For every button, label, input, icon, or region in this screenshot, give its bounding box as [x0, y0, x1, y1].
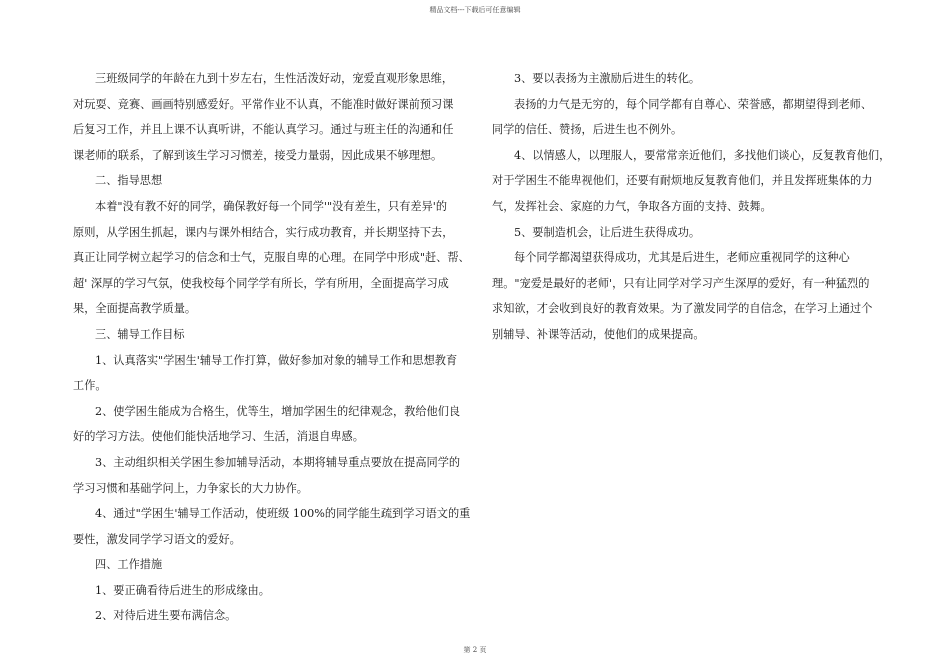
text-line: 气，发挥社会、家庭的力气，争取各方面的支持、鼓舞。 — [492, 199, 772, 213]
text-line: 三、辅导工作目标 — [95, 327, 185, 341]
text-line: 本着"没有教不好的同学，确保教好每一个同学'"没有差生，只有差异'的 — [95, 199, 448, 213]
text-line: 1、认真落实"学困生'辅导工作打算，做好参加对象的辅导工作和思想教育 — [95, 353, 458, 367]
text-line: 别辅导、补课等活动，使他们的成果提高。 — [492, 327, 705, 341]
text-line: 课老师的联系，了解到该生学习习惯差，接受力量弱，因此成果不够理想。 — [73, 148, 443, 162]
text-line: 真正让同学树立起学习的信念和士气，克服自卑的心理。在同学中形成"赶、帮、 — [73, 251, 470, 265]
page-header: 精品文档---下载后可任意编辑 — [429, 6, 521, 14]
left-column — [73, 66, 473, 629]
text-line: 1、要正确看待后进生的形成缘由。 — [95, 583, 270, 597]
text-line: 二、指导思想 — [95, 174, 163, 188]
text-line: 三班级同学的年龄在九到十岁左右，生性活泼好动，宠爱直观形象思维， — [95, 72, 454, 85]
text-line: 工作。 — [73, 379, 107, 393]
text-line: 原则，从学困生抓起，课内与课外相结合，实行成功教育，并长期坚持下去， — [73, 225, 454, 239]
text-line: 3、要以表扬为主激励后进生的转化。 — [514, 72, 701, 85]
page-footer: 第 2 页 — [463, 646, 487, 654]
text-line: 后复习工作，并且上课不认真听讲，不能认真学习。通过与班主任的沟通和任 — [73, 123, 454, 137]
text-line: 3、主动组织相关学困生参加辅导活动，本期将辅导重点要放在提高同学的 — [95, 455, 461, 469]
text-line: 果，全面提高教学质量。 — [73, 302, 197, 316]
text-line: 表扬的力气是无穷的，每个同学都有自尊心、荣誉感，都期望得到老师、 — [514, 97, 873, 111]
text-line: 对于学困生不能卑视他们，还要有耐烦地反复教育他们，并且发挥班集体的力 — [492, 174, 873, 188]
text-line: 求知欲，才会收到良好的教育效果。为了激发同学的自信念，在学习上通过个 — [492, 302, 873, 316]
text-line: 2、对待后进生要布满信念。 — [95, 609, 237, 623]
right-column — [492, 66, 891, 348]
text-line: 4、通过"学困生'辅导工作活动，使班级 100%的同学能生疏到学习语文的重 — [95, 507, 471, 521]
text-line: 同学的信任、赞扬，后进生也不例外。 — [492, 123, 683, 137]
text-line: 要性，激发同学学习语文的爱好。 — [73, 532, 241, 546]
text-line: 4、以情感人，以理服人，要常常亲近他们，多找他们谈心，反复教育他们， — [514, 148, 891, 162]
text-line: 对玩耍、竞赛、画画特别感爱好。平常作业不认真，不能准时做好课前预习课 — [73, 97, 454, 111]
text-line: 超' 深厚的学习气氛，使我校每个同学学有所长，学有所用，全面提高学习成 — [73, 276, 449, 290]
text-line: 每个同学都渴望获得成功，尤其是后进生，老师应重视同学的这种心 — [514, 251, 850, 265]
text-line: 学习习惯和基础学问上，力争家长的大力协作。 — [73, 481, 308, 495]
text-line: 5、要制造机会，让后进生获得成功。 — [514, 225, 701, 239]
text-line: 2、使学困生能成为合格生，优等生，增加学困生的纪律观念，教给他们良 — [95, 404, 461, 418]
text-line: 理。"宠爱是最好的老师'，只有让同学对学习产生深厚的爱好，有一种猛烈的 — [492, 276, 870, 290]
text-line: 好的学习方法。使他们能快活地学习、生活，消退自卑感。 — [73, 430, 364, 444]
text-line: 四、工作措施 — [95, 558, 163, 572]
